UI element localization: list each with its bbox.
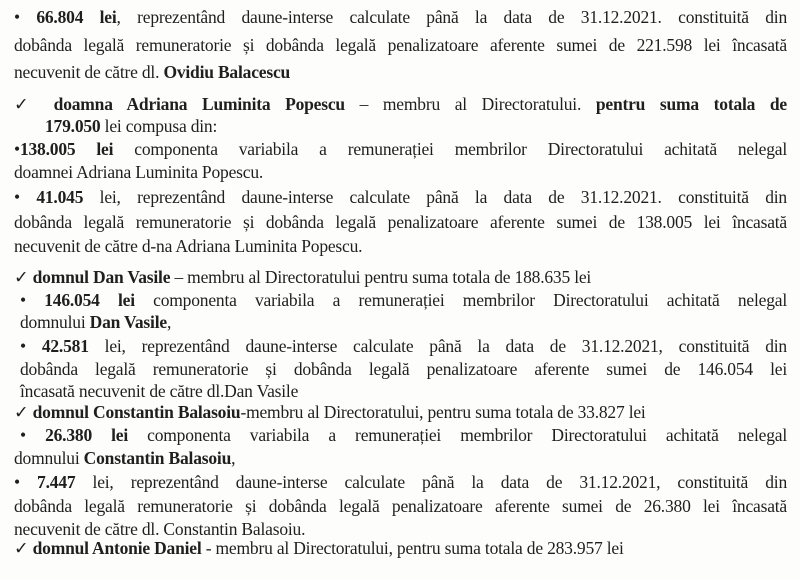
bold-text-segment: Dan Vasile (89, 312, 167, 332)
bullet-icon: • (20, 290, 45, 310)
text-segment: domnului (20, 312, 90, 332)
text-segment: componenta variabila a remunerației membrilor Directoratului achitată nelegal (134, 290, 788, 310)
bold-text-segment: domnul Antonie Daniel (32, 538, 202, 558)
bold-text-segment: doamna Adriana Luminita Popescu (53, 94, 345, 114)
text-line (45, 115, 787, 137)
checked-item-line (14, 266, 787, 288)
text-segment: – membru al Directoratului. (344, 94, 596, 114)
bullet-icon: • (20, 336, 42, 356)
text-line (14, 495, 787, 517)
text-segment: doamnei Adriana Luminita Popescu. (14, 162, 264, 182)
bold-text-segment: domnul Constantin Balasoiu (32, 402, 241, 422)
text-segment: dobânda legală remuneratorie și dobânda legală penalizatoare aferente sumei de 26.380 lei încasată (14, 496, 787, 516)
bullet-item-line (14, 186, 787, 208)
text-line (20, 358, 787, 380)
bold-text-segment: domnul Dan Vasile (32, 267, 171, 287)
bold-text-segment: 41.045 (36, 187, 84, 207)
bold-text-segment: 7.447 (37, 472, 76, 492)
text-segment: – membru al Directoratului pentru suma totala de 188.635 lei (170, 267, 592, 287)
text-segment: încasată necuvenit de către dl.Dan Vasile (20, 381, 299, 401)
checkmark-icon: ✓ (14, 538, 33, 558)
text-line (14, 235, 787, 257)
text-segment: dobânda legală remuneratorie și dobânda legală penalizatoare aferente sumei de 221.598 lei încasată (14, 35, 787, 55)
checkmark-icon: ✓ (14, 402, 33, 422)
text-line (14, 447, 787, 469)
text-line (20, 380, 787, 402)
text-line (14, 34, 787, 56)
text-segment: lei compusa din: (100, 116, 218, 136)
text-segment: lei, reprezentând daune-interse calculate până la data de 31.12.2021, constituită din (75, 472, 787, 492)
bullet-item-line (20, 289, 787, 311)
text-segment: , (231, 448, 236, 468)
text-segment: necuvenit de către d-na Adriana Luminita Popescu. (14, 236, 363, 256)
bold-text-segment: 179.050 (45, 116, 101, 136)
text-segment: lei, reprezentând daune-interse calculate până la data de 31.12.2021, constituită din (88, 336, 787, 356)
checked-item-line (14, 93, 787, 115)
text-segment: - membru al Directoratului, pentru suma totala de 283.957 lei (201, 538, 624, 558)
text-segment: , (166, 312, 172, 332)
text-segment: componenta variabila a remunerației membrilor Directoratului achitată nelegal (113, 139, 787, 159)
text-segment: -membru al Directoratului, pentru suma totala de 33.827 lei (240, 402, 646, 422)
bold-text-segment: Ovidiu Balacescu (163, 62, 291, 82)
text-segment: componenta variabila a remunerației membrilor Directoratului achitată nelegal (128, 425, 787, 445)
text-segment: dobânda legală remuneratorie și dobânda legală penalizatoare aferente sumei de 138.005 lei încasată (14, 212, 787, 232)
bold-text-segment: 66.804 lei (36, 7, 117, 27)
bold-text-segment: 146.054 lei (44, 290, 135, 310)
text-segment: lei, reprezentând daune-interse calculate până la data de 31.12.2021. constituită din (83, 187, 787, 207)
bullet-item-line (20, 424, 787, 446)
bullet-icon: • (20, 425, 46, 445)
checkmark-icon: ✓ (14, 267, 33, 287)
bullet-icon: • (14, 187, 37, 207)
text-line (14, 61, 787, 83)
text-segment: necuvenit de către dl. Constantin Balasoiu. (14, 519, 306, 539)
bullet-icon: • (14, 7, 37, 27)
bold-text-segment: 26.380 lei (45, 425, 129, 445)
bold-text-segment: Constantin Balasoiu (83, 448, 232, 468)
bullet-icon: • (14, 472, 38, 492)
checked-item-line (14, 401, 787, 423)
bold-text-segment: pentru suma totala de (595, 94, 788, 114)
text-line (14, 211, 787, 233)
text-segment: domnului (14, 448, 84, 468)
text-segment: , reprezentând daune-interse calculate până la data de 31.12.2021. constituită din (116, 7, 787, 27)
text-segment: dobânda legală remuneratorie și dobânda legală penalizatoare aferente sumei de 146.054 lei (20, 359, 787, 379)
checked-item-line (14, 537, 787, 559)
bullet-icon: • (14, 139, 20, 159)
bullet-item-line (20, 335, 787, 357)
text-line (14, 161, 787, 183)
bullet-item-line (14, 138, 787, 160)
bold-text-segment: 138.005 lei (19, 139, 114, 159)
bullet-item-line (14, 471, 787, 493)
text-line (20, 311, 787, 333)
checkmark-icon: ✓ (14, 94, 54, 114)
text-segment: necuvenit de către dl. (14, 62, 164, 82)
bold-text-segment: 42.581 (41, 336, 89, 356)
bullet-item-line (14, 6, 787, 28)
